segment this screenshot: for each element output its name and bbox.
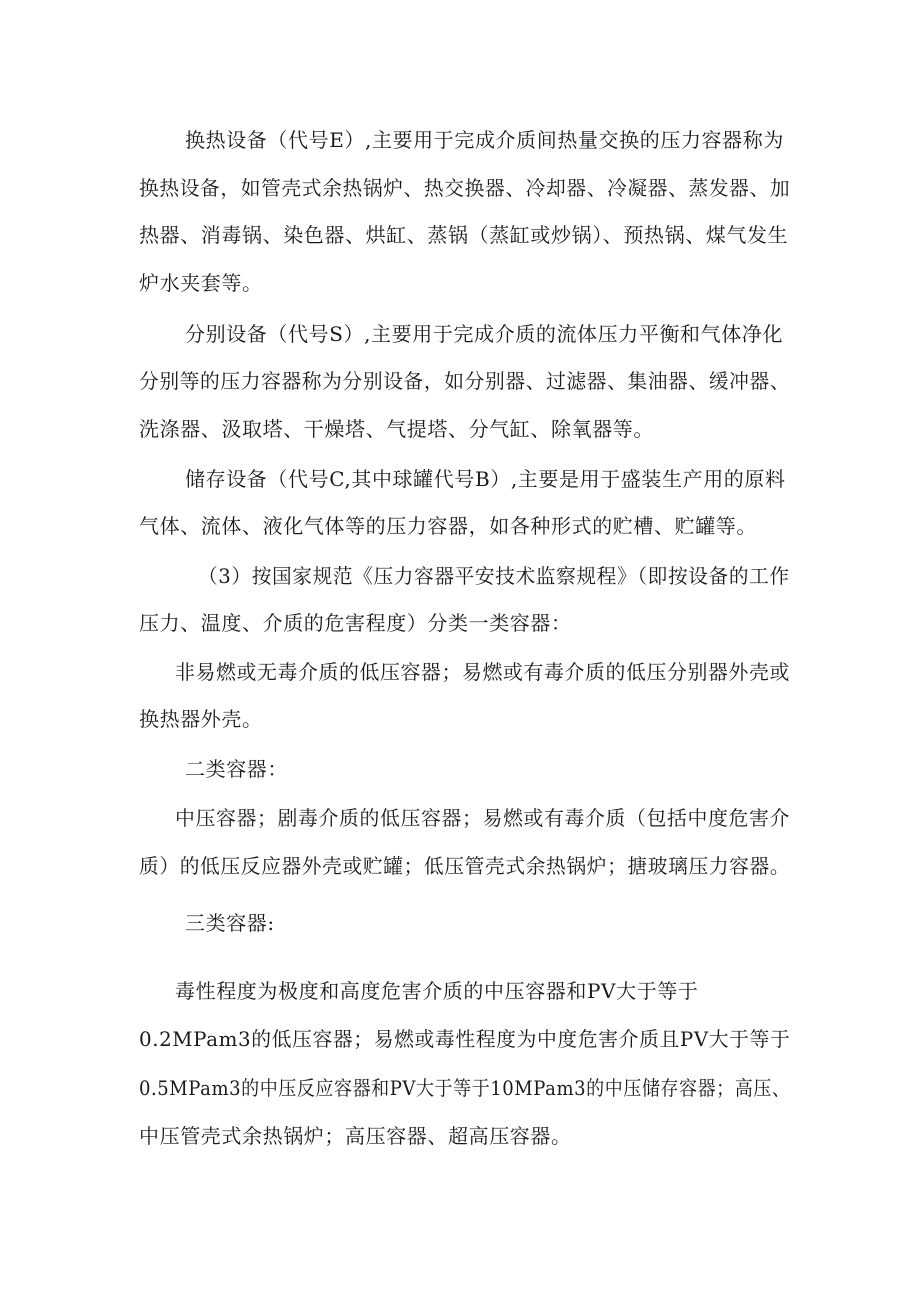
subheading: 三类容器: bbox=[185, 911, 275, 935]
text-line: 洗涤器、汲取塔、干燥塔、气提塔、分气缸、除氧器等。 bbox=[139, 417, 654, 441]
text-line: 炉水夹套等。 bbox=[139, 271, 263, 295]
text-line: 储存设备（代号C,其中球罐代号B）,主要是用于盛装生产用的原料 bbox=[185, 467, 786, 491]
text-line: 中压管壳式余热锅炉；高压容器、超高压容器。 bbox=[139, 1124, 572, 1148]
text-line: 分别设备（代号S）,主要用于完成介质的流体压力平衡和气体净化 bbox=[185, 322, 784, 346]
text-line: 中压容器；剧毒介质的低压容器；易燃或有毒介质（包括中度危害介 bbox=[175, 806, 790, 830]
text-line: 压力、温度、介质的危害程度）分类一类容器： bbox=[139, 611, 572, 635]
text-line: 换热设备（代号E）,主要用于完成介质间热量交换的压力容器称为 bbox=[185, 128, 784, 152]
text-line: 换热器外壳。 bbox=[139, 707, 263, 731]
text-line: （3）按国家规范《压力容器平安技术监察规程》（即按设备的工作 bbox=[198, 564, 790, 588]
text-line: 0.2MPam3的低压容器；易燃或毒性程度为中度危害介质且PV大于等于 bbox=[139, 1027, 791, 1051]
text-line: 质）的低压反应器外壳或贮罐；低压管壳式余热锅炉；搪玻璃压力容器。 bbox=[139, 854, 791, 878]
text-line: 换热设备，如管壳式余热锅炉、热交换器、冷却器、冷凝器、蒸发器、加 bbox=[139, 176, 791, 200]
text-line: 气体、流体、液化气体等的压力容器，如各种形式的贮槽、贮罐等。 bbox=[139, 514, 757, 538]
text-line: 非易燃或无毒介质的低压容器；易燃或有毒介质的低压分别器外壳或 bbox=[175, 660, 790, 684]
text-line: 热器、消毒锅、染色器、烘缸、蒸锅（蒸缸或炒锅）、预热锅、煤气发生 bbox=[139, 223, 789, 247]
text-line: 0.5MPam3的中压反应容器和PV大于等于10MPam3的中压储存容器；高压、 bbox=[139, 1076, 791, 1100]
text-line: 毒性程度为极度和高度危害介质的中压容器和PV大于等于 bbox=[175, 979, 699, 1003]
subheading: 二类容器： bbox=[185, 757, 288, 781]
text-line: 分别等的压力容器称为分别设备，如分别器、过滤器、集油器、缓冲器、 bbox=[139, 369, 791, 393]
